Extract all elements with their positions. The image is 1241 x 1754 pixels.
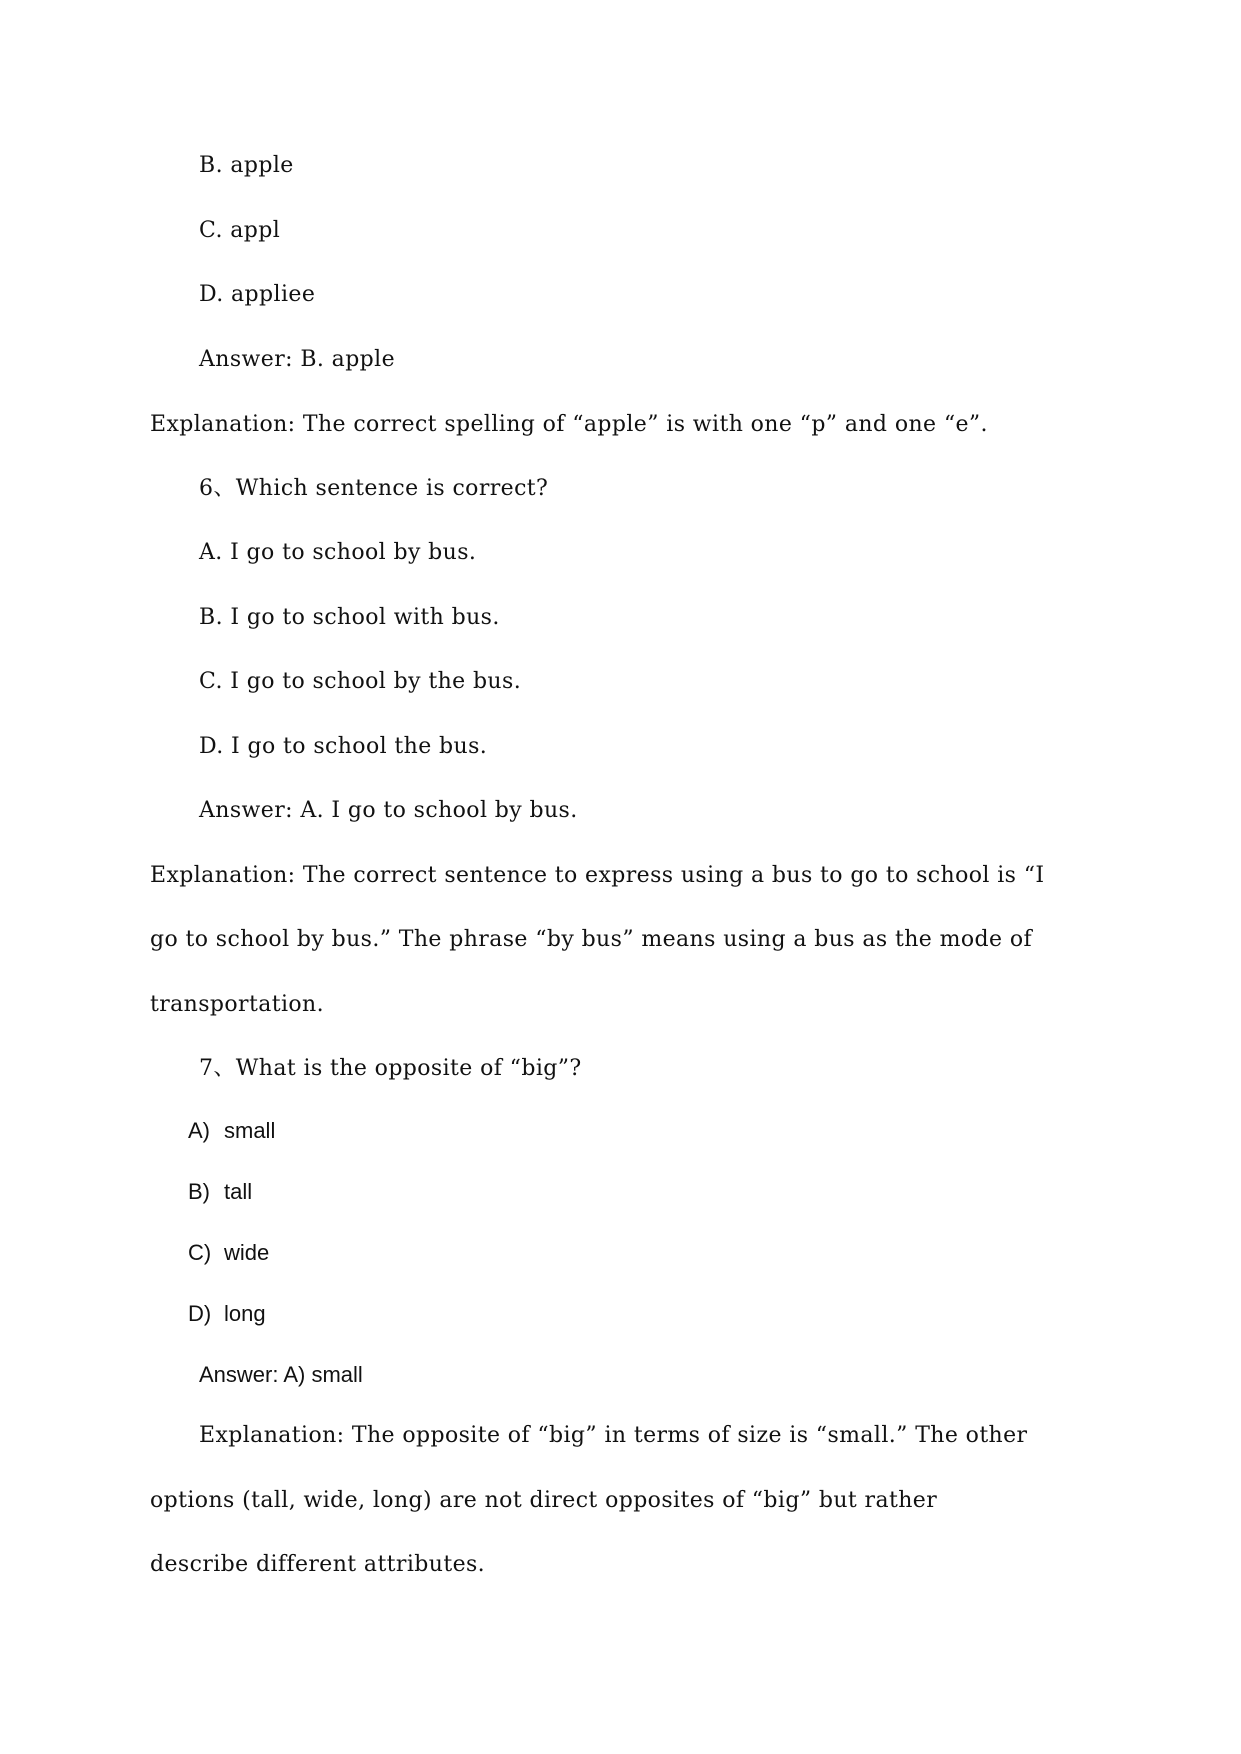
q7-explanation-line-1: Explanation: The opposite of “big” in terms of size is “small.” The other [199,1423,1028,1448]
q5-option-d: D. appliee [199,282,316,307]
q7-option-c-text: wide [224,1240,270,1265]
q7-option-c [188,1238,269,1268]
q7-question: 7、What is the opposite of “big”? [199,1056,582,1081]
q7-option-a-text: small [224,1118,276,1143]
q7-option-d [188,1299,266,1329]
q6-explanation-line-2: go to school by bus.” The phrase “by bus” means using a bus as the mode of [150,927,1033,952]
q7-explanation-line-3: describe different attributes. [150,1552,486,1577]
q6-option-b: B. I go to school with bus. [199,605,500,630]
q6-option-c: C. I go to school by the bus. [199,669,522,694]
q6-explanation-line-3: transportation. [150,992,325,1017]
q6-question: 6、Which sentence is correct? [199,476,549,501]
q6-answer: Answer: A. I go to school by bus. [199,798,578,823]
q7-option-c-label: C) [188,1240,212,1265]
q7-option-d-label: D) [188,1301,212,1326]
q7-option-b-text: tall [224,1179,253,1204]
q7-explanation-line-2: options (tall, wide, long) are not direct opposites of “big” but rather [150,1488,938,1513]
q6-explanation-line-1: Explanation: The correct sentence to express using a bus to go to school is “I [150,863,1045,888]
q5-option-c: C. appl [199,218,281,243]
q5-answer: Answer: B. apple [199,347,396,372]
q7-option-b-label: B) [188,1179,210,1204]
q7-option-b [188,1177,252,1207]
q5-option-b: B. apple [199,153,294,178]
q7-option-a [188,1116,275,1146]
q5-explanation: Explanation: The correct spelling of “apple” is with one “p” and one “e”. [150,412,988,437]
q6-option-d: D. I go to school the bus. [199,734,488,759]
q7-option-d-text: long [224,1301,266,1326]
q7-option-a-label: A) [188,1118,210,1143]
q6-option-a: A. I go to school by bus. [199,540,477,565]
q7-answer: Answer: A) small [199,1362,363,1387]
